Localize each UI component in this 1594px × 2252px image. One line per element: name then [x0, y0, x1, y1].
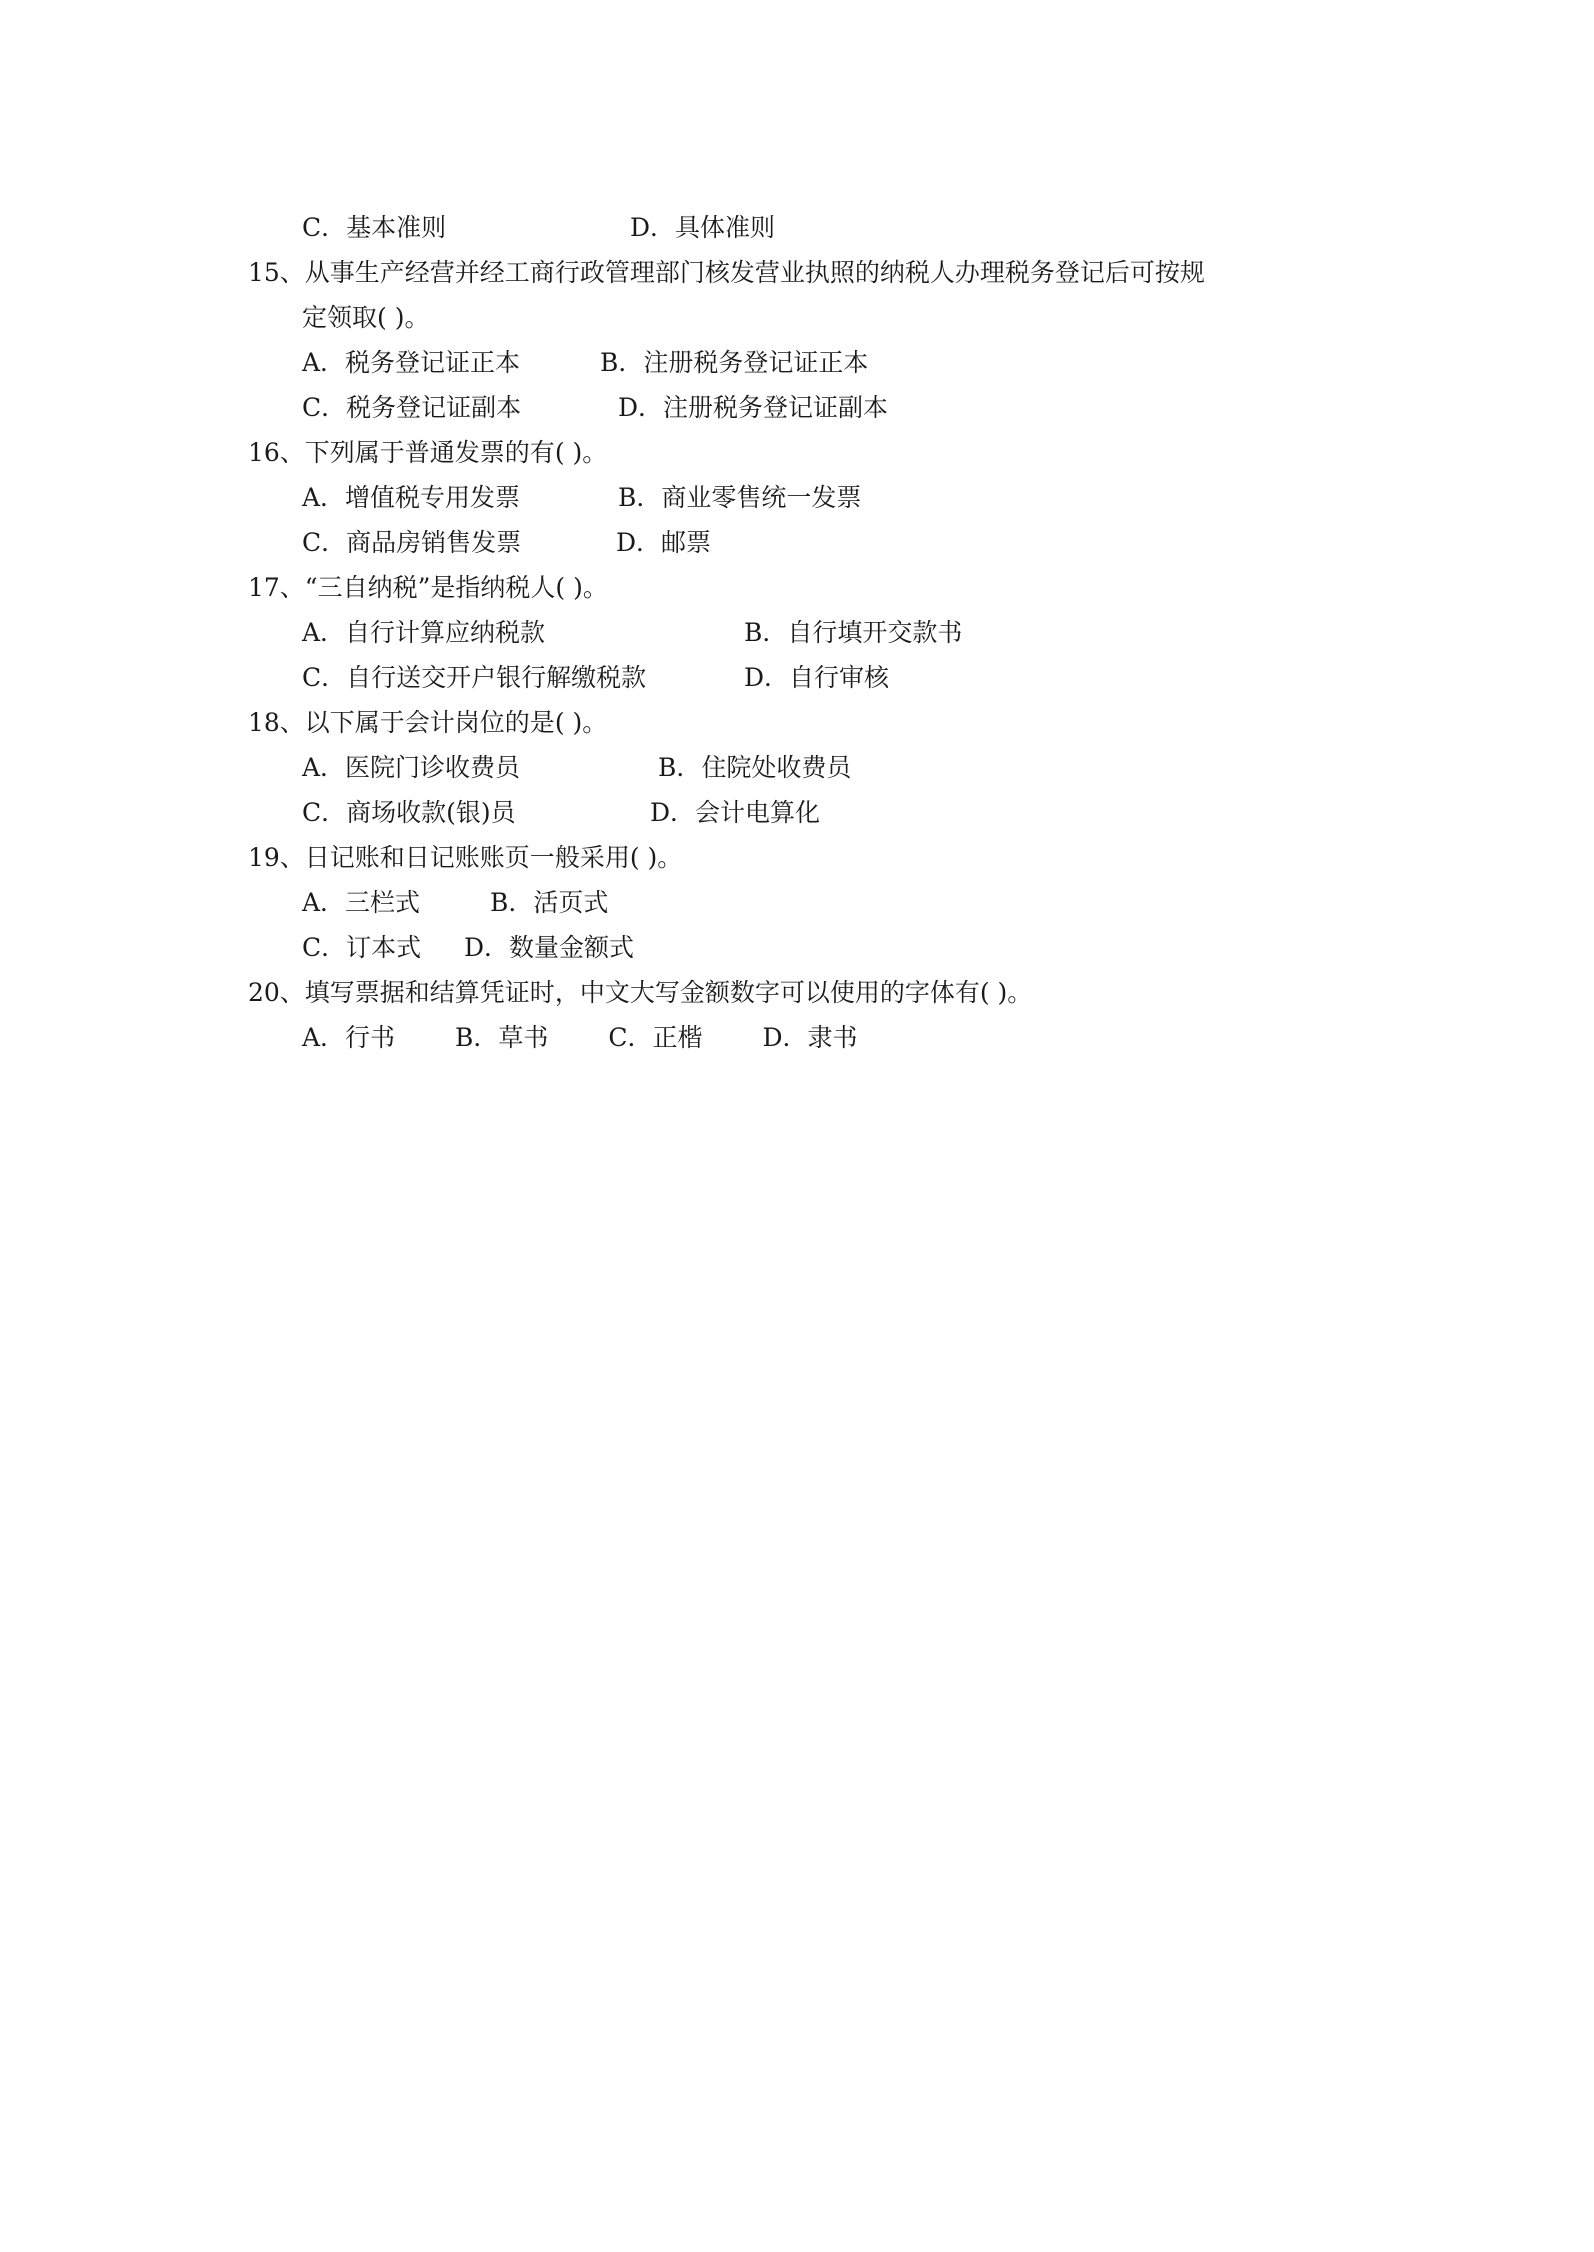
option-d: D．注册税务登记证副本 — [618, 393, 889, 422]
question-list — [248, 205, 1358, 1060]
option-a: A．行书 — [302, 1023, 396, 1052]
option-c: C．基本准则 — [302, 213, 447, 242]
question-17 — [248, 565, 1358, 700]
question-18 — [248, 700, 1358, 835]
question-stem: 17、“三自纳税”是指纳税人( )。 — [248, 573, 608, 602]
question-stem: 15、从事生产经营并经工商行政管理部门核发营业执照的纳税人办理税务登记后可按规 — [248, 258, 1205, 287]
question-stem: 18、以下属于会计岗位的是( )。 — [248, 708, 608, 737]
option-b: B．草书 — [455, 1023, 549, 1052]
options-row — [248, 790, 1358, 835]
options-row — [248, 925, 1358, 970]
question-15 — [248, 250, 1358, 430]
options-row — [248, 475, 1358, 520]
question-16 — [248, 430, 1358, 565]
option-b: B．自行填开交款书 — [744, 618, 963, 647]
option-d: D．邮票 — [616, 528, 712, 557]
option-c: C．商场收款(银)员 — [302, 798, 516, 827]
option-d: D．隶书 — [762, 1023, 858, 1052]
options-row — [248, 520, 1358, 565]
options-row — [248, 1015, 1358, 1060]
options-row — [248, 745, 1358, 790]
question-19 — [248, 835, 1358, 970]
question-stem-continued: 定领取( )。 — [302, 303, 430, 332]
option-d: D．会计电算化 — [650, 798, 821, 827]
option-a: A．三栏式 — [302, 888, 421, 917]
option-b: B．住院处收费员 — [658, 753, 852, 782]
option-d: D．数量金额式 — [464, 933, 635, 962]
option-a: A．医院门诊收费员 — [302, 753, 521, 782]
option-c: C．自行送交开户银行解缴税款 — [302, 663, 647, 692]
option-b: B．注册税务登记证正本 — [600, 348, 869, 377]
option-a: A．增值税专用发票 — [302, 483, 521, 512]
option-a: A．税务登记证正本 — [302, 348, 521, 377]
question-20 — [248, 970, 1358, 1060]
option-d: D．具体准则 — [630, 213, 776, 242]
options-row — [248, 385, 1358, 430]
question-stem: 20、填写票据和结算凭证时，中文大写金额数字可以使用的字体有( )。 — [248, 978, 1033, 1007]
option-c: C．商品房销售发票 — [302, 528, 522, 557]
question-stem: 16、下列属于普通发票的有( )。 — [248, 438, 608, 467]
question-stem: 19、日记账和日记账账页一般采用( )。 — [248, 843, 683, 872]
option-d: D．自行审核 — [744, 663, 890, 692]
options-row — [248, 655, 1358, 700]
option-b: B．活页式 — [490, 888, 609, 917]
options-row — [248, 880, 1358, 925]
option-c: C．订本式 — [302, 933, 422, 962]
option-a: A．自行计算应纳税款 — [302, 618, 546, 647]
prev-question-options-row — [248, 205, 1358, 250]
option-c: C．税务登记证副本 — [302, 393, 522, 422]
options-row — [248, 340, 1358, 385]
option-c: C．正楷 — [608, 1023, 703, 1052]
options-row — [248, 610, 1358, 655]
option-b: B．商业零售统一发票 — [618, 483, 862, 512]
